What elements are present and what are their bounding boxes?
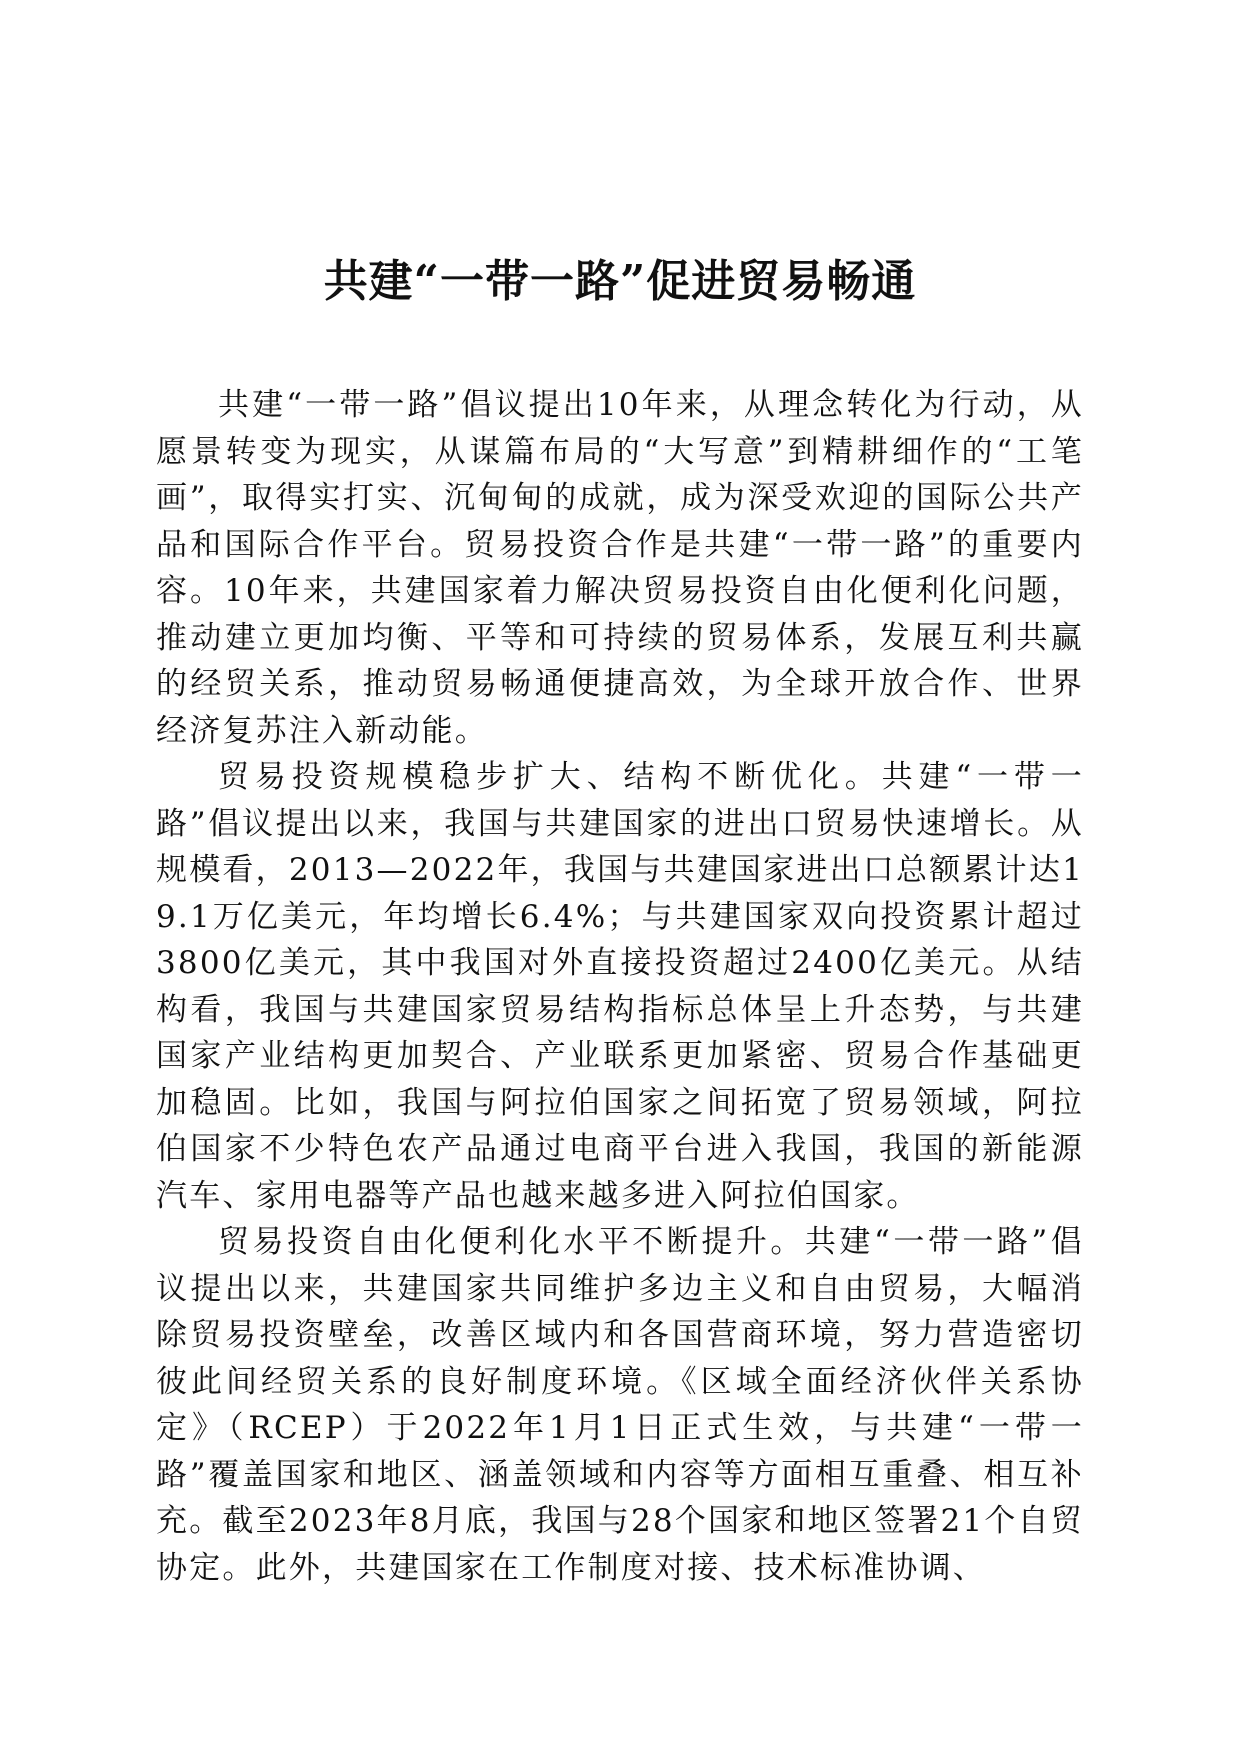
paragraph-3: 贸易投资自由化便利化水平不断提升。共建“一带一路”倡议提出以来，共建国家共同维护多边主义和自由贸易，大幅消除贸易投资壁垒，改善区域内和各国营商环境，努力营造密切彼此间经贸关系的良好制度环境。《区域全面经济伙伴关系协定》（RCEP）于2022年1月1日正式生效，与共建“一带一路”覆盖国家和地区、涵盖领域和内容等方面相互重叠、相互补充。截至2023年8月底，我国与28个国家和地区签署21个自贸协定。此外，共建国家在工作制度对接、技术标准协调、 bbox=[156, 1224, 1084, 1586]
document-body bbox=[156, 382, 1084, 1591]
paragraph-1: 共建“一带一路”倡议提出10年来，从理念转化为行动，从愿景转变为现实，从谋篇布局的“大写意”到精耕细作的“工笔画”，取得实打实、沉甸甸的成就，成为深受欢迎的国际公共产品和国际合作平台。贸易投资合作是共建“一带一路”的重要内容。10年来，共建国家着力解决贸易投资自由化便利化问题，推动建立更加均衡、平等和可持续的贸易体系，发展互利共赢的经贸关系，推动贸易畅通便捷高效，为全球开放合作、世界经济复苏注入新动能。 bbox=[156, 387, 1084, 749]
document-title: 共建“一带一路”促进贸易畅通 bbox=[323, 256, 917, 307]
paragraph-2: 贸易投资规模稳步扩大、结构不断优化。共建“一带一路”倡议提出以来，我国与共建国家的进出口贸易快速增长。从规模看，2013—2022年，我国与共建国家进出口总额累计达19.1万亿美元，年均增长6.4%；与共建国家双向投资累计超过3800亿美元，其中我国对外直接投资超过2400亿美元。从结构看，我国与共建国家贸易结构指标总体呈上升态势，与共建国家产业结构更加契合、产业联系更加紧密、贸易合作基础更加稳固。比如，我国与阿拉伯国家之间拓宽了贸易领域，阿拉伯国家不少特色农产品通过电商平台进入我国，我国的新能源汽车、家用电器等产品也越来越多进入阿拉伯国家。 bbox=[156, 759, 1084, 1214]
